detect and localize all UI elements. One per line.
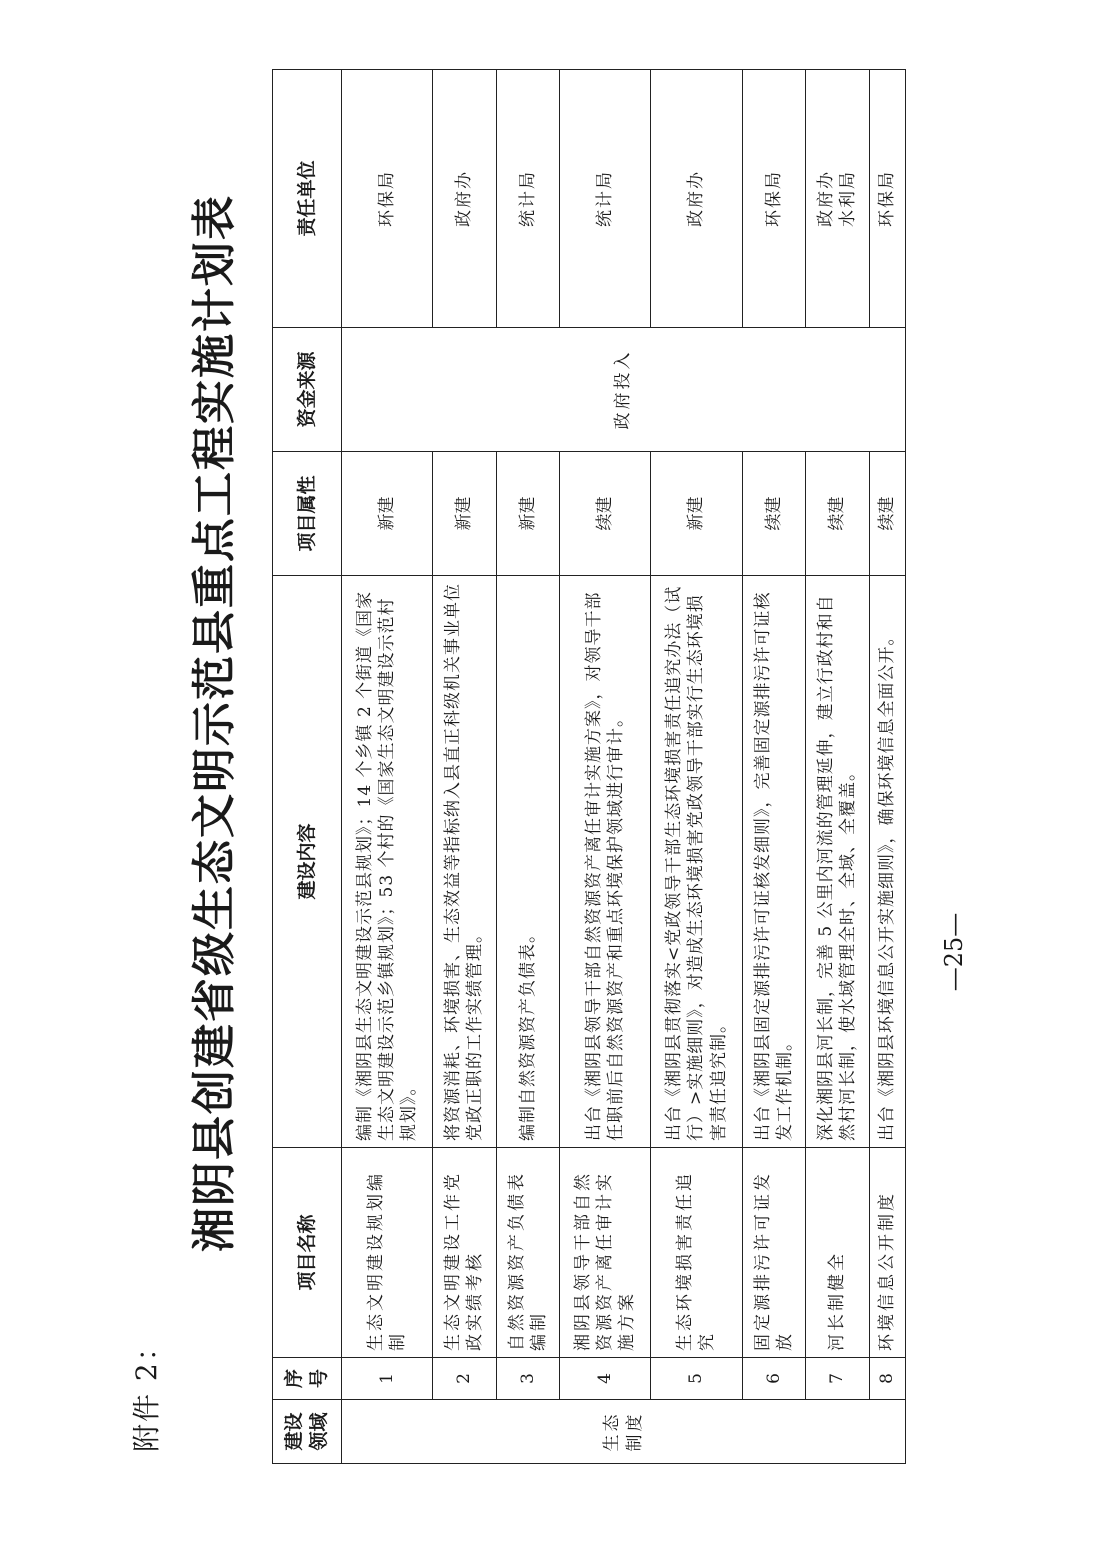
seq-cell: 2 xyxy=(433,1358,497,1400)
table-row xyxy=(869,70,905,1464)
attachment-label: 附件 2： xyxy=(130,1331,163,1452)
attribute-cell: 新建 xyxy=(651,452,742,576)
content-cell: 出台《湘阴县贯彻落实<党政领导干部生态环境损害责任追究办法（试行）>实施细则》，对造成生态环境损害党政领导干部实行生态环境损害责任追究制。 xyxy=(651,576,742,1148)
table-row xyxy=(651,70,742,1464)
attribute-cell: 续建 xyxy=(869,452,905,576)
header-domain: 建设领域 xyxy=(273,1400,342,1464)
content-cell: 深化湘阴县河长制，完善 5 公里内河流的管理延伸，建立行政村和自然村河长制，使水域管理全时、全域、全覆盖。 xyxy=(806,576,870,1148)
content-cell: 出台《湘阴县固定源排污许可证核发细则》，完善固定源排污许可证核发工作机制。 xyxy=(742,576,806,1148)
name-cell: 固定源排污许可证发放 xyxy=(742,1148,806,1358)
attribute-cell: 新建 xyxy=(496,452,560,576)
table-row xyxy=(742,70,806,1464)
name-cell: 自然资源资产负债表编制 xyxy=(496,1148,560,1358)
content-cell: 编制自然资源资产负债表。 xyxy=(496,576,560,1148)
funding-cell: 政府投入 xyxy=(342,328,906,452)
seq-cell: 5 xyxy=(651,1358,742,1400)
attribute-cell: 新建 xyxy=(342,452,433,576)
unit-cell: 统计局 xyxy=(560,70,651,328)
name-cell: 环境信息公开制度 xyxy=(869,1148,905,1358)
name-cell: 生态环境损害责任追究 xyxy=(651,1148,742,1358)
header-seq: 序号 xyxy=(273,1358,342,1400)
attribute-cell: 新建 xyxy=(433,452,497,576)
table-row xyxy=(342,70,433,1464)
attribute-cell: 续建 xyxy=(806,452,870,576)
seq-cell: 3 xyxy=(496,1358,560,1400)
table-row xyxy=(560,70,651,1464)
unit-cell: 环保局 xyxy=(342,70,433,328)
unit-cell: 环保局 xyxy=(742,70,806,328)
name-cell: 河长制健全 xyxy=(806,1148,870,1358)
unit-cell: 环保局 xyxy=(869,70,905,328)
unit-cell: 政府办 xyxy=(433,70,497,328)
table-row xyxy=(496,70,560,1464)
page-title: 湘阴县创建省级生态文明示范县重点工程实施计划表 xyxy=(189,194,240,1252)
page-number: —25— xyxy=(940,912,968,992)
seq-cell: 1 xyxy=(342,1358,433,1400)
name-cell: 生态文明建设工作党政实绩考核 xyxy=(433,1148,497,1358)
header-attribute: 项目属性 xyxy=(273,452,342,576)
unit-cell: 统计局 xyxy=(496,70,560,328)
table-row xyxy=(433,70,497,1464)
seq-cell: 8 xyxy=(869,1358,905,1400)
name-cell: 生态文明建设规划编制 xyxy=(342,1148,433,1358)
seq-cell: 4 xyxy=(560,1358,651,1400)
unit-cell: 政府办 水利局 xyxy=(806,70,870,328)
header-name: 项目名称 xyxy=(273,1148,342,1358)
plan-table xyxy=(272,69,906,1464)
header-content: 建设内容 xyxy=(273,576,342,1148)
domain-cell: 生态制度 xyxy=(342,1400,906,1464)
table-row xyxy=(806,70,870,1464)
name-cell: 湘阴县领导干部自然资源资产离任审计实施方案 xyxy=(560,1148,651,1358)
unit-cell: 政府办 xyxy=(651,70,742,328)
content-cell: 出台《湘阴县环境信息公开实施细则》，确保环境信息全面公开。 xyxy=(869,576,905,1148)
header-unit: 责任单位 xyxy=(273,70,342,328)
content-cell: 编制《湘阴县生态文明建设示范县规划》；14 个乡镇 2 个街道《国家生态文明建设示范乡镇规划》；53 个村的《国家生态文明建设示范村规划》。 xyxy=(342,576,433,1148)
attribute-cell: 续建 xyxy=(560,452,651,576)
table-header-row xyxy=(273,70,342,1464)
seq-cell: 7 xyxy=(806,1358,870,1400)
seq-cell: 6 xyxy=(742,1358,806,1400)
attribute-cell: 续建 xyxy=(742,452,806,576)
header-funding: 资金来源 xyxy=(273,328,342,452)
content-cell: 出台《湘阴县领导干部自然资源资产离任审计实施方案》，对领导干部任职前后自然资源资产和重点环境保护领域进行审计。 xyxy=(560,576,651,1148)
content-cell: 将资源消耗、环境损害、生态效益等指标纳入县直正科级机关事业单位党政正职的工作实绩管理。 xyxy=(433,576,497,1148)
